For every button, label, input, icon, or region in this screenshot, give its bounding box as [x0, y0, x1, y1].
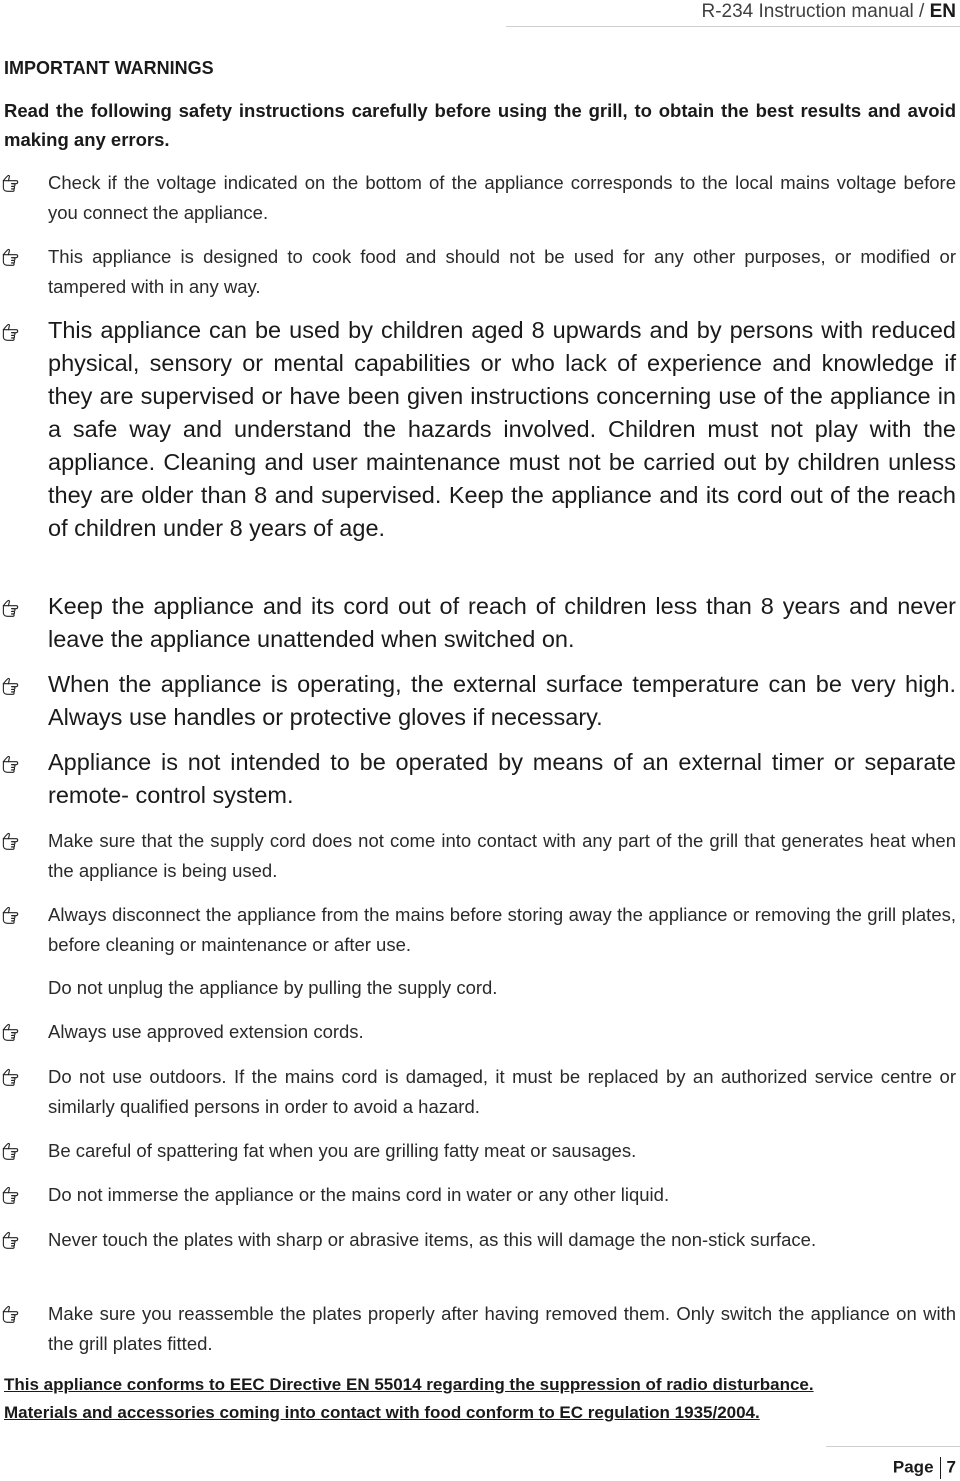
warning-text: Make sure you reassemble the plates properly after having removed them. Only switch the appliance on with the grill plates fitted. [48, 1303, 956, 1354]
warning-text: Be careful of spattering fat when you are grilling fatty meat or sausages. [48, 1140, 637, 1161]
intro-paragraph: Read the following safety instructions carefully before using the grill, to obtain the best results and avoid making any errors. [4, 100, 956, 150]
page-header [701, 0, 956, 26]
header-doc-title: R-234 Instruction manual / [701, 1, 930, 22]
pointing-hand-icon [2, 172, 24, 194]
footer-note-emc: This appliance conforms to EEC Directive EN 55014 regarding the suppression of radio disturbance. [4, 1375, 814, 1394]
pointing-hand-icon [2, 1021, 24, 1043]
page-label: Page [892, 1457, 934, 1477]
page-separator [940, 1457, 941, 1479]
warning-text: This appliance can be used by children aged 8 upwards and by persons with reduced physical, sensory or mental capabilities or who lack of experience and knowledge if they are supervised or have been given instructions concerning use of the appliance in a safe way and understand the hazards involved. Children must not play with the appliance. Cleaning and user maintenance must not be carried out by children unless they are older than 8 and supervised. Keep the appliance and its cord out of the reach of children under 8 years of age. [48, 317, 956, 541]
footer-rule [826, 1446, 960, 1447]
header-rule [506, 26, 960, 27]
pointing-hand-icon [2, 246, 24, 268]
pointing-hand-icon [2, 1303, 24, 1325]
pointing-hand-icon [2, 830, 24, 852]
pointing-hand-icon [2, 1229, 24, 1251]
pointing-hand-icon [2, 1184, 24, 1206]
footer-note-food-contact: Materials and accessories coming into contact with food conform to EC regulation 1935/2004. [4, 1403, 760, 1422]
pointing-hand-icon [2, 597, 24, 619]
section-title: IMPORTANT WARNINGS [4, 58, 214, 78]
pointing-hand-icon [2, 1066, 24, 1088]
warning-text: Make sure that the supply cord does not come into contact with any part of the grill that generates heat when the appliance is being used. [48, 830, 956, 881]
pointing-hand-icon [2, 1140, 24, 1162]
pointing-hand-icon [2, 753, 24, 775]
page-number [893, 1457, 956, 1479]
header-lang: EN [929, 1, 956, 22]
pointing-hand-icon [2, 675, 24, 697]
warning-text: This appliance is designed to cook food and should not be used for any other purposes, or modified or tampered with in any way. [48, 246, 956, 297]
warning-text: Always use approved extension cords. [48, 1021, 364, 1042]
warning-text: Do not immerse the appliance or the mains cord in water or any other liquid. [48, 1184, 670, 1205]
pointing-hand-icon [2, 321, 24, 343]
pointing-hand-icon [2, 904, 24, 926]
warning-text: Appliance is not intended to be operated by means of an external timer or separate remote- control system. [48, 749, 956, 808]
warning-text: Do not unplug the appliance by pulling the supply cord. [48, 977, 498, 998]
warning-text: Never touch the plates with sharp or abrasive items, as this will damage the non-stick surface. [48, 1229, 817, 1250]
warning-text: Check if the voltage indicated on the bottom of the appliance corresponds to the local mains voltage before you connect the appliance. [48, 172, 956, 223]
page-value: 7 [946, 1457, 956, 1477]
warning-text: Always disconnect the appliance from the mains before storing away the appliance or removing the grill plates, before cleaning or maintenance or after use. [48, 904, 956, 955]
warning-text: Do not use outdoors. If the mains cord is damaged, it must be replaced by an authorized service centre or similarly qualified persons in order to avoid a hazard. [48, 1066, 956, 1117]
warning-text: When the appliance is operating, the external surface temperature can be very high. Always use handles or protective gloves if necessary. [48, 671, 956, 730]
warning-text: Keep the appliance and its cord out of reach of children less than 8 years and never leave the appliance unattended when switched on. [48, 593, 956, 652]
